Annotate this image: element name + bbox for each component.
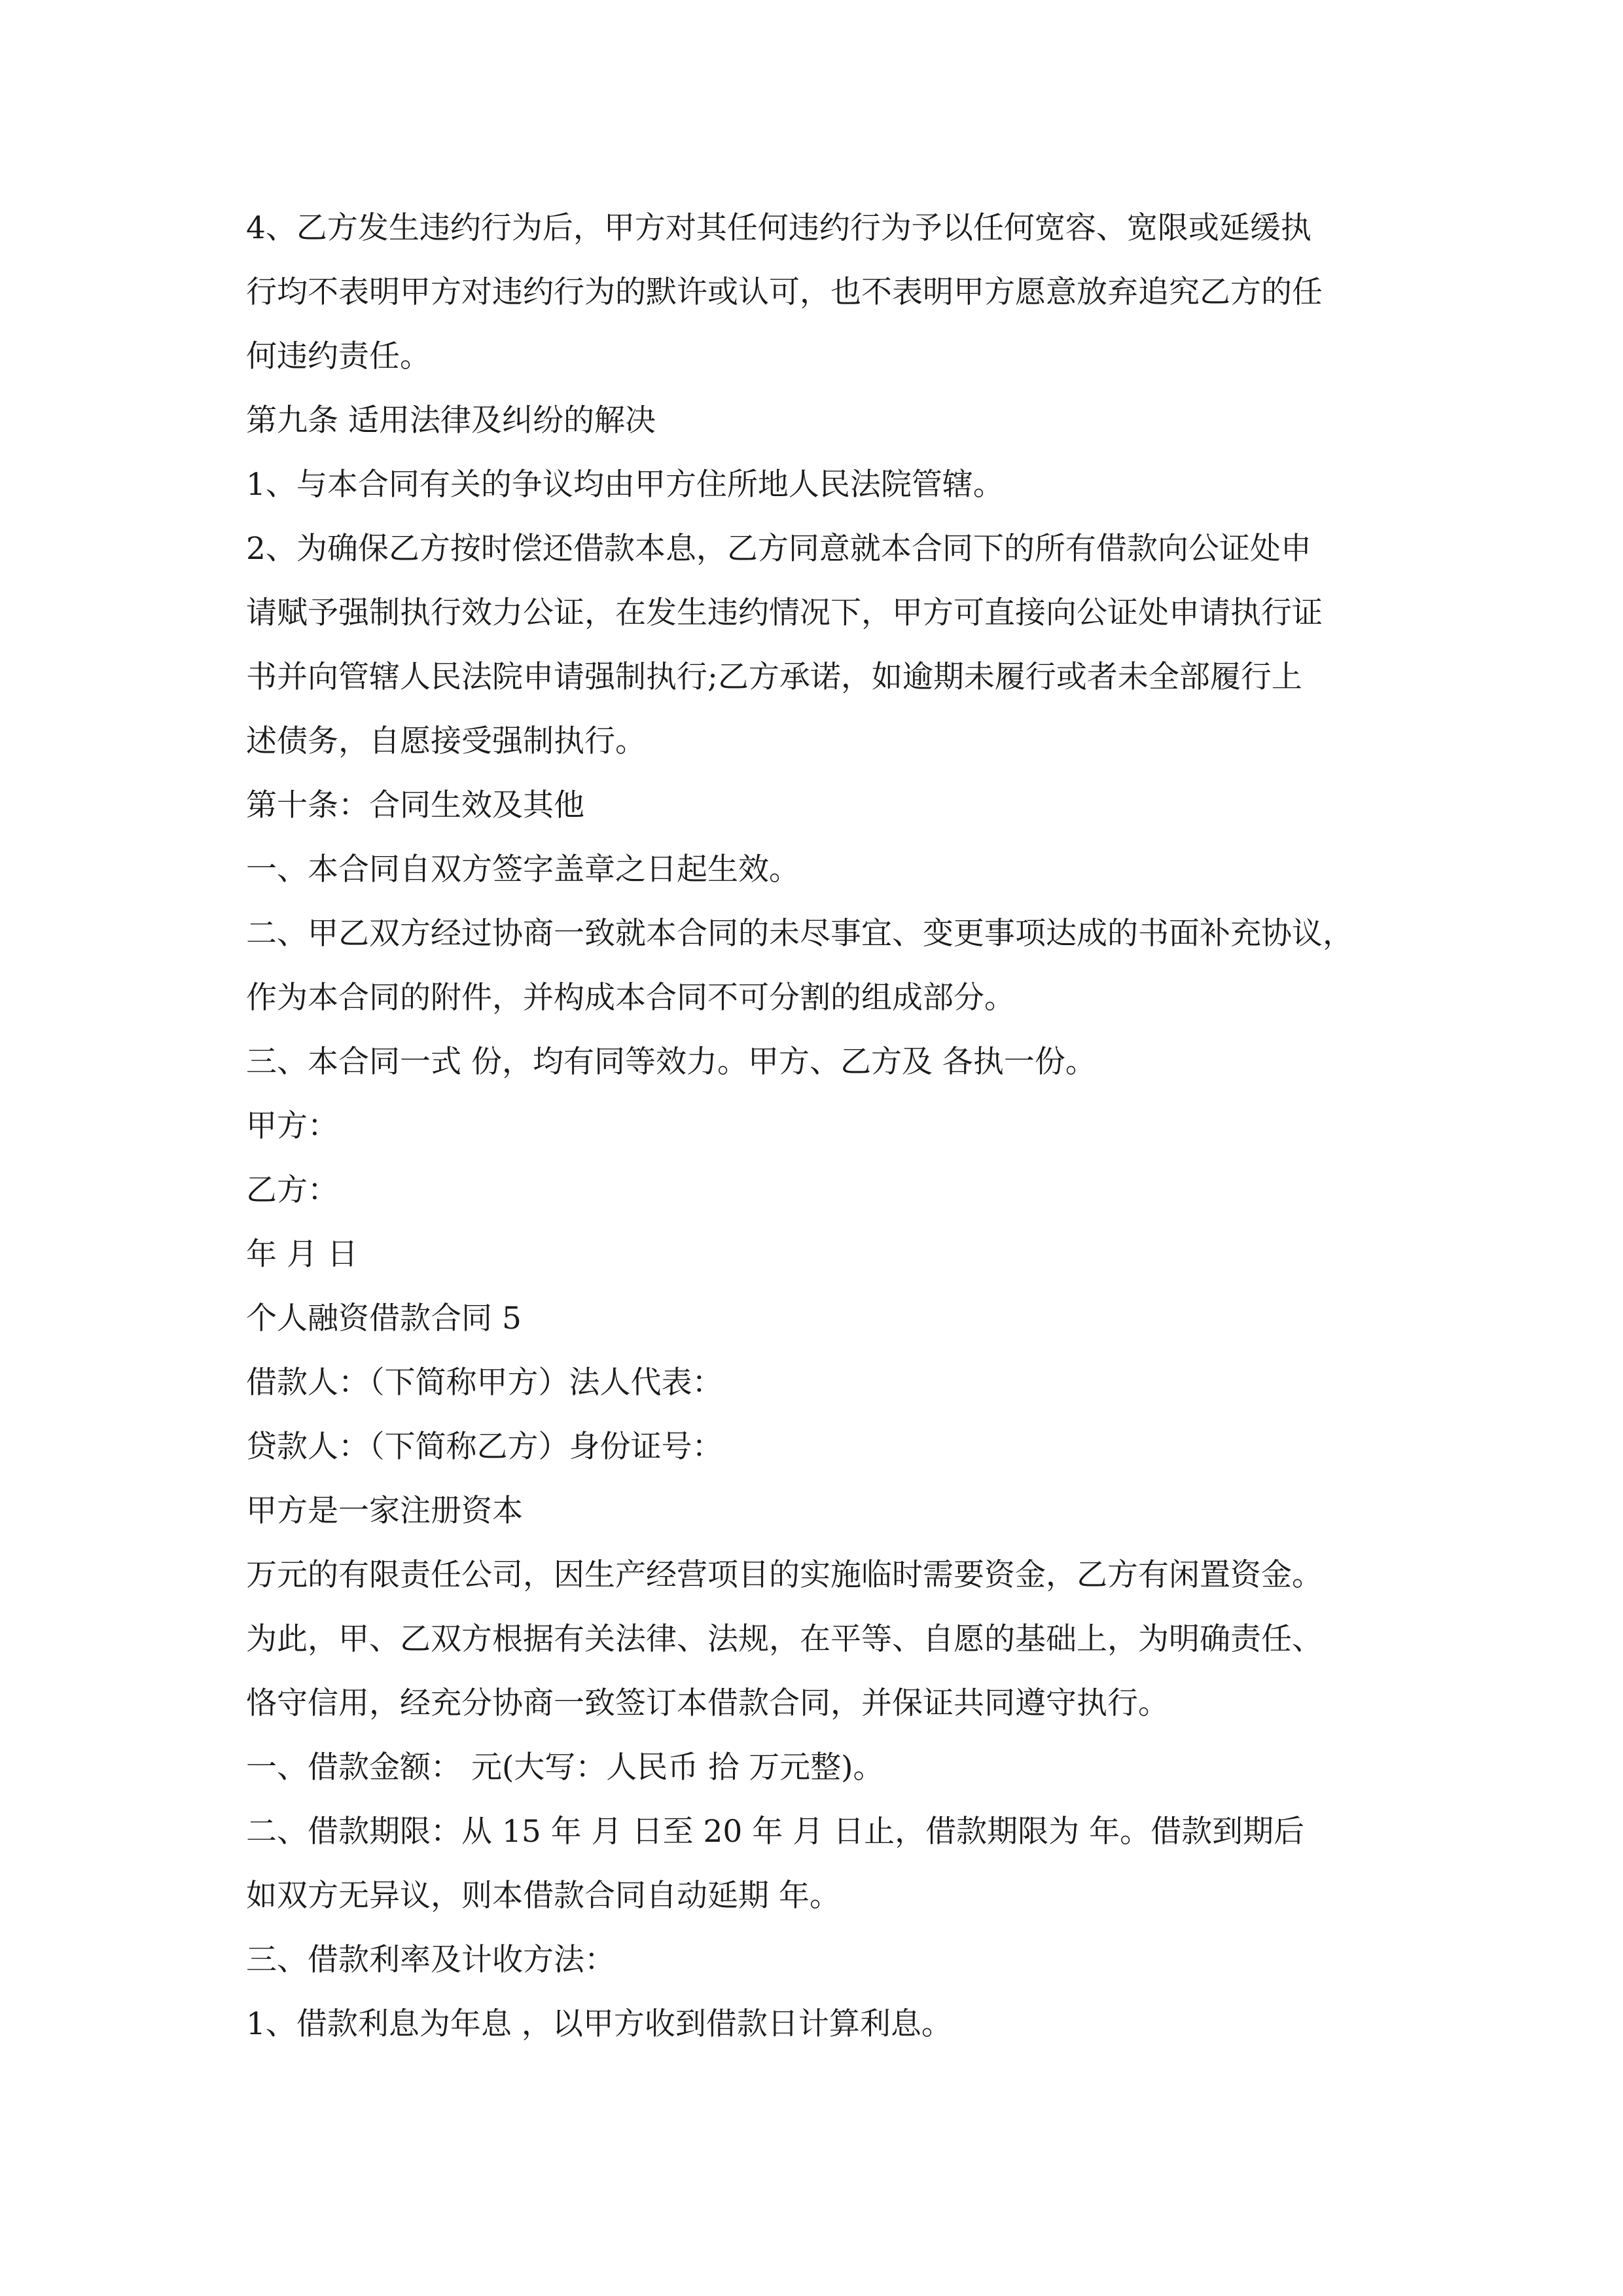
paragraph-line: 三、本合同一式 份，均有同等效力。甲方、乙方及 各执一份。 xyxy=(246,1044,1096,1080)
document-body xyxy=(246,196,1411,2056)
signature-party-a: 甲方： xyxy=(246,1108,338,1144)
paragraph-line: 甲方是一家注册资本 xyxy=(246,1493,523,1529)
paragraph-line: 一、本合同自双方签字盖章之日起生效。 xyxy=(246,852,800,888)
loan-term-clause: 二、借款期限：从 15 年 月 日至 20 年 月 日止，借款期限为 年。借款到期后 xyxy=(246,1814,1305,1850)
paragraph-line: 2、为确保乙方按时偿还借款本息，乙方同意就本合同下的所有借款向公证处申 xyxy=(246,531,1311,567)
paragraph-line: 何违约责任。 xyxy=(246,338,431,374)
paragraph-line: 述债务，自愿接受强制执行。 xyxy=(246,723,646,759)
paragraph-line: 为此，甲、乙双方根据有关法律、法规，在平等、自愿的基础上，为明确责任、 xyxy=(246,1621,1323,1657)
paragraph-line: 作为本合同的附件，并构成本合同不可分割的组成部分。 xyxy=(246,980,1015,1016)
signature-date: 年 月 日 xyxy=(246,1236,358,1272)
borrower-line: 借款人：（下简称甲方）法人代表： xyxy=(246,1365,723,1401)
paragraph-line: 请赋予强制执行效力公证，在发生违约情况下，甲方可直接向公证处申请执行证 xyxy=(246,595,1323,631)
signature-party-b: 乙方： xyxy=(246,1172,338,1208)
lender-line: 贷款人：（下简称乙方）身份证号： xyxy=(246,1429,723,1465)
paragraph-line: 书并向管辖人民法院申请强制执行;乙方承诺，如逾期未履行或者未全部履行上 xyxy=(246,659,1302,695)
paragraph-line: 行均不表明甲方对违约行为的默许或认可，也不表明甲方愿意放弃追究乙方的任 xyxy=(246,274,1323,310)
paragraph-line: 二、甲乙双方经过协商一致就本合同的未尽事宜、变更事项达成的书面补充协议， xyxy=(246,916,1353,952)
paragraph-line: 万元的有限责任公司，因生产经营项目的实施临时需要资金，乙方有闲置资金。 xyxy=(246,1557,1323,1593)
section-heading: 第十条：合同生效及其他 xyxy=(246,787,584,823)
paragraph-line: 如双方无异议，则本借款合同自动延期 年。 xyxy=(246,1878,840,1914)
paragraph-line: 1、与本合同有关的争议均由甲方住所地人民法院管辖。 xyxy=(246,467,1004,503)
paragraph-line: 恪守信用，经充分协商一致签订本借款合同，并保证共同遵守执行。 xyxy=(246,1685,1169,1721)
contract-title: 个人融资借款合同 5 xyxy=(246,1300,522,1336)
paragraph-line: 4、乙方发生违约行为后，甲方对其任何违约行为予以任何宽容、宽限或延缓执 xyxy=(246,210,1311,246)
paragraph-line: 1、借款利息为年息 ，以甲方收到借款日计算利息。 xyxy=(246,2006,952,2042)
section-heading: 第九条 适用法律及纠纷的解决 xyxy=(246,403,656,439)
loan-amount-clause: 一、借款金额： 元(大写：人民币 拾 万元整)。 xyxy=(246,1749,884,1785)
interest-clause-heading: 三、借款利率及计收方法： xyxy=(246,1942,615,1978)
